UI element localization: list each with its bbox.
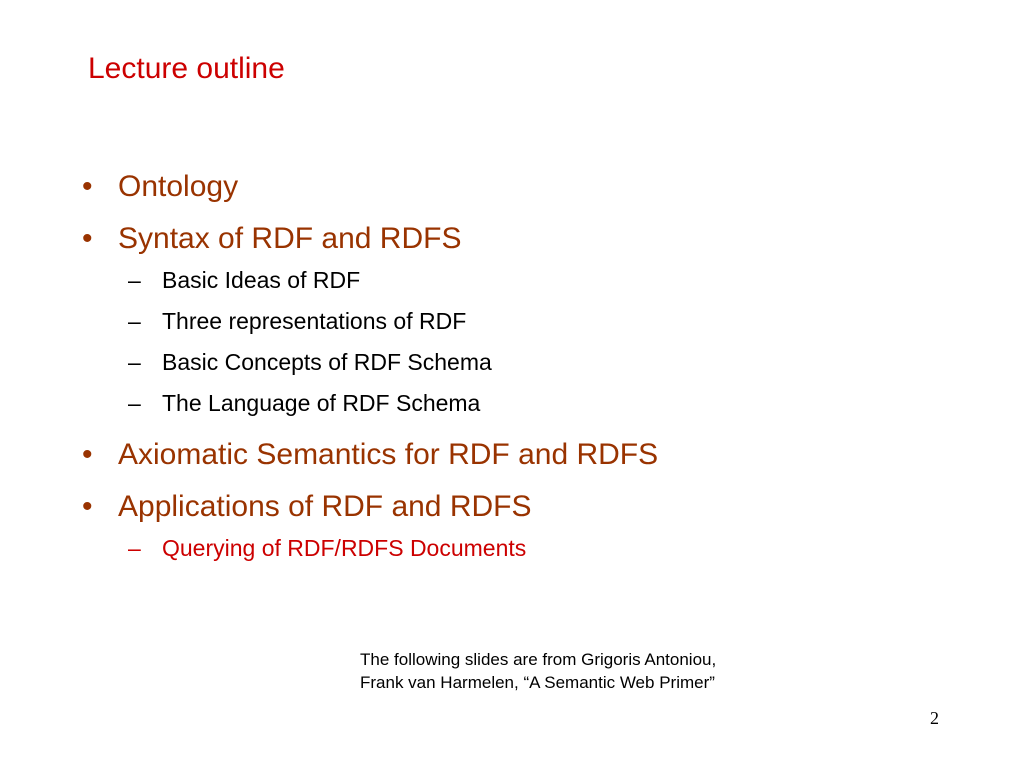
outline-subitem-label: Basic Concepts of RDF Schema <box>162 349 492 375</box>
outline-subitem-querying <box>82 534 982 575</box>
dash-marker: – <box>128 308 141 334</box>
credit-line: Frank van Harmelen, “A Semantic Web Primer” <box>360 673 715 692</box>
outline-list <box>82 168 982 575</box>
outline-item-label: Axiomatic Semantics for RDF and RDFS <box>118 438 659 471</box>
outline-subitem-label: The Language of RDF Schema <box>162 390 481 416</box>
bullet-marker: • <box>82 222 93 255</box>
outline-subitem <box>82 348 982 389</box>
bullet-marker: • <box>82 170 93 203</box>
outline-subitem-label: Basic Ideas of RDF <box>162 267 361 293</box>
dash-marker: – <box>128 267 141 293</box>
outline-item-axiomatic-semantics <box>82 436 982 488</box>
bullet-marker: • <box>82 490 93 523</box>
dash-marker: – <box>128 390 141 416</box>
outline-subitem <box>82 266 982 307</box>
outline-item-label: Applications of RDF and RDFS <box>118 490 532 523</box>
outline-subitem <box>82 307 982 348</box>
outline-subitem <box>82 389 982 430</box>
bullet-marker: • <box>82 438 93 471</box>
outline-item-ontology <box>82 168 982 220</box>
outline-subitem-label: Three representations of RDF <box>162 308 467 334</box>
outline-item-label: Syntax of RDF and RDFS <box>118 222 462 255</box>
dash-marker: – <box>128 349 141 375</box>
outline-item-label: Ontology <box>118 170 239 203</box>
dash-marker: – <box>128 535 141 561</box>
page-number: 2 <box>930 708 939 728</box>
outline-item-applications <box>82 488 982 540</box>
outline-item-syntax <box>82 220 982 272</box>
slide-title: Lecture outline <box>88 52 285 85</box>
outline-subitem-label: Querying of RDF/RDFS Documents <box>162 535 527 561</box>
credit-line: The following slides are from Grigoris Antoniou, <box>360 650 717 669</box>
source-credit <box>360 648 716 694</box>
